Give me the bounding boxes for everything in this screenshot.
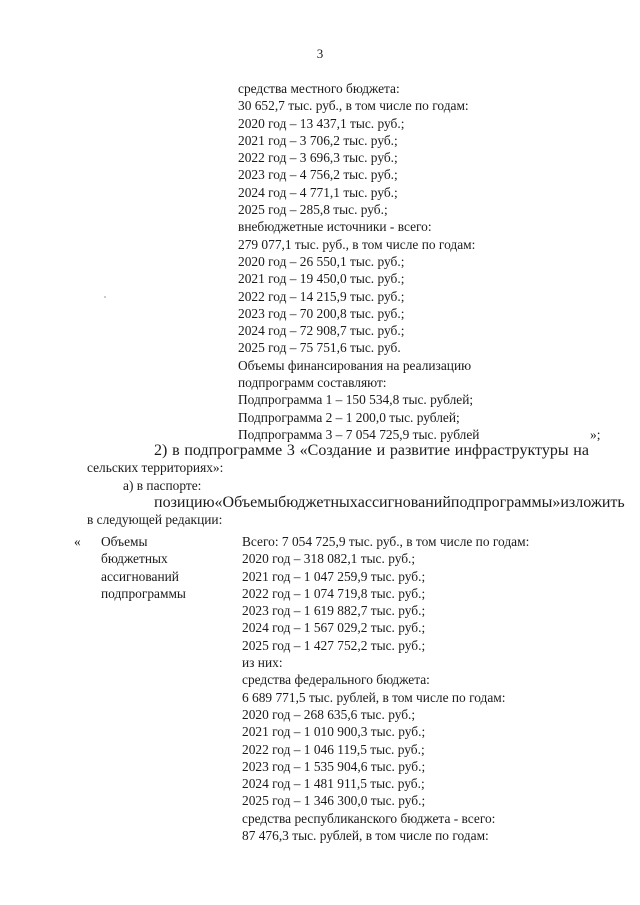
edition-line-text: в следующей редакции:	[87, 512, 223, 527]
word: 2)	[154, 442, 168, 459]
word: 3	[286, 442, 295, 459]
page-number: 3	[316, 46, 324, 61]
word: инфраструктуры	[454, 442, 569, 459]
word: позицию	[154, 494, 215, 511]
funding-line: 2020 год – 13 437,1 тыс. руб.;	[238, 115, 405, 131]
funding-line: 2023 год – 4 756,2 тыс. руб.;	[238, 167, 398, 183]
funding-line: 2022 год – 14 215,9 тыс. руб.;	[238, 288, 405, 304]
funding-continuation-block	[238, 80, 479, 443]
value-line: 2022 год – 1 074 719,8 тыс. руб.;	[242, 585, 426, 601]
budget-allocation-values	[242, 533, 529, 844]
budget-allocation-label	[101, 533, 186, 602]
label-line: ассигнований	[101, 568, 179, 584]
funding-line: 2025 год – 75 751,6 тыс. руб.	[238, 340, 401, 356]
funding-line: 2020 год – 26 550,1 тыс. руб.;	[238, 253, 405, 269]
value-line: 2025 год – 1 346 300,0 тыс. руб.;	[242, 793, 426, 809]
word: бюджетных	[278, 494, 358, 511]
funding-line: Объемы финансирования на реализацию	[238, 357, 472, 373]
word: «Объемы	[214, 494, 279, 511]
funding-line: 2024 год – 72 908,7 тыс. руб.;	[238, 323, 405, 339]
funding-line: подпрограмм составляют:	[238, 375, 387, 391]
item-2-first-line	[154, 442, 589, 460]
scan-speck	[104, 296, 106, 298]
value-line: 6 689 771,5 тыс. рублей, в том числе по годам:	[242, 689, 506, 705]
position-instruction-line	[154, 494, 625, 512]
word: в	[172, 442, 180, 459]
value-line: 87 476,3 тыс. рублей, в том числе по годам:	[242, 828, 489, 844]
funding-line: 30 652,7 тыс. руб., в том числе по годам:	[238, 98, 469, 114]
funding-line: 2025 год – 285,8 тыс. руб.;	[238, 202, 388, 218]
value-line: 2020 год – 268 635,6 тыс. руб.;	[242, 706, 416, 722]
value-line: 2023 год – 1 535 904,6 тыс. руб.;	[242, 758, 426, 774]
funding-line: 279 077,1 тыс. руб., в том числе по годам:	[238, 236, 476, 252]
label-line: Объемы	[101, 534, 148, 549]
funding-line: 2022 год – 3 696,3 тыс. руб.;	[238, 150, 398, 166]
edition-line	[87, 511, 222, 528]
value-line: 2025 год – 1 427 752,2 тыс. руб.;	[242, 637, 426, 653]
value-line: 2024 год – 1 567 029,2 тыс. руб.;	[242, 620, 426, 636]
funding-line: 2024 год – 4 771,1 тыс. руб.;	[238, 184, 398, 200]
word: развитие	[389, 442, 451, 459]
value-line: 2020 год – 318 082,1 тыс. руб.;	[242, 551, 416, 567]
funding-line: средства местного бюджета:	[238, 81, 400, 96]
value-line: средства республиканского бюджета - всего:	[242, 810, 496, 826]
value-line: из них:	[242, 655, 283, 671]
funding-line: Подпрограмма 2 – 1 200,0 тыс. рублей;	[238, 409, 460, 425]
table-open-quote: «	[74, 534, 81, 549]
value-line: средства федерального бюджета:	[242, 672, 430, 688]
funding-line: Подпрограмма 1 – 150 534,8 тыс. рублей;	[238, 392, 474, 408]
label-line: подпрограммы	[101, 585, 186, 601]
passport-subitem	[123, 477, 201, 494]
item-2-second-line	[87, 459, 223, 476]
word: и	[376, 442, 386, 459]
value-line: 2021 год – 1 047 259,9 тыс. руб.;	[242, 568, 426, 584]
passport-subitem-text: а) в паспорте:	[123, 478, 202, 493]
funding-line: 2023 год – 70 200,8 тыс. руб.;	[238, 305, 405, 321]
value-line: Всего: 7 054 725,9 тыс. руб., в том числе по годам:	[242, 534, 530, 549]
word: подпрограммы»	[450, 494, 561, 511]
item-2-line-text: сельских территориях»:	[87, 460, 224, 475]
value-line: 2022 год – 1 046 119,5 тыс. руб.;	[242, 741, 425, 757]
value-line: 2023 год – 1 619 882,7 тыс. руб.;	[242, 603, 426, 619]
label-line: бюджетных	[101, 551, 168, 567]
funding-line: Подпрограмма 3 – 7 054 725,9 тыс. рублей	[238, 426, 480, 442]
value-line: 2021 год – 1 010 900,3 тыс. руб.;	[242, 724, 426, 740]
funding-line: внебюджетные источники - всего:	[238, 219, 432, 235]
word: ассигнований	[357, 494, 451, 511]
word: подпрограмме	[184, 442, 283, 459]
word: изложить	[560, 494, 625, 511]
closing-quote: »;	[590, 427, 601, 442]
funding-line: 2021 год – 19 450,0 тыс. руб.;	[238, 271, 405, 287]
value-line: 2024 год – 1 481 911,5 тыс. руб.;	[242, 776, 425, 792]
word: на	[573, 442, 589, 459]
funding-line: 2021 год – 3 706,2 тыс. руб.;	[238, 132, 398, 148]
word: «Создание	[299, 442, 372, 459]
